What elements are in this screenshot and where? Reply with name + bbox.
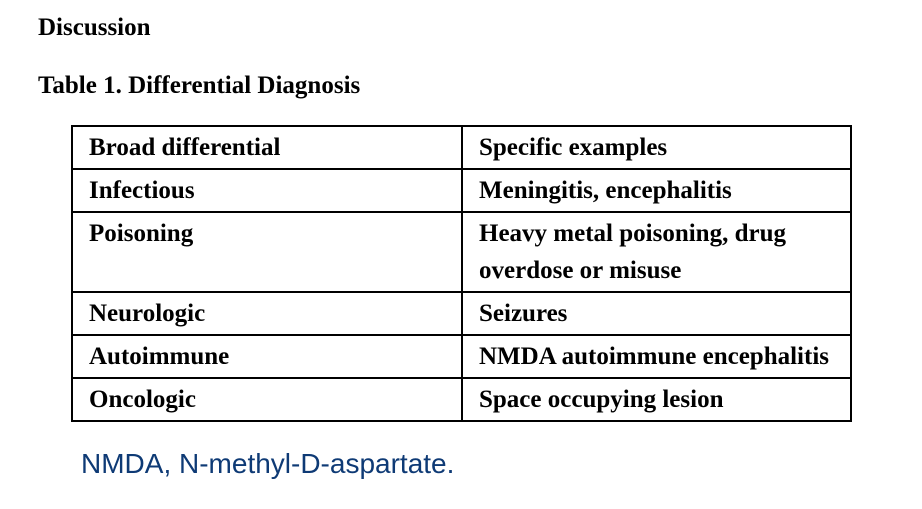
table-row: [72, 212, 851, 292]
table-row: [72, 378, 851, 421]
table-row: [72, 169, 851, 212]
cell-broad-differential: Infectious: [72, 169, 462, 212]
differential-diagnosis-table: [71, 125, 852, 422]
table-footnote: NMDA, N-methyl-D-aspartate.: [81, 448, 455, 479]
section-heading: Discussion: [38, 14, 151, 41]
cell-broad-differential: Neurologic: [72, 292, 462, 335]
cell-broad-differential: Poisoning: [72, 212, 462, 292]
header-specific-examples: Specific examples: [462, 126, 851, 169]
table-row: [72, 335, 851, 378]
table-caption: Table 1. Differential Diagnosis: [38, 72, 361, 99]
table-row: [72, 292, 851, 335]
cell-specific-examples: Meningitis, encephalitis: [462, 169, 851, 212]
table-header-row: [72, 126, 851, 169]
cell-specific-examples: Seizures: [462, 292, 851, 335]
cell-broad-differential: Autoimmune: [72, 335, 462, 378]
cell-specific-examples: Heavy metal poisoning, drug overdose or misuse: [462, 212, 851, 292]
cell-specific-examples: NMDA autoimmune encephalitis: [462, 335, 851, 378]
cell-specific-examples: Space occupying lesion: [462, 378, 851, 421]
cell-broad-differential: Oncologic: [72, 378, 462, 421]
header-broad-differential: Broad differential: [72, 126, 462, 169]
